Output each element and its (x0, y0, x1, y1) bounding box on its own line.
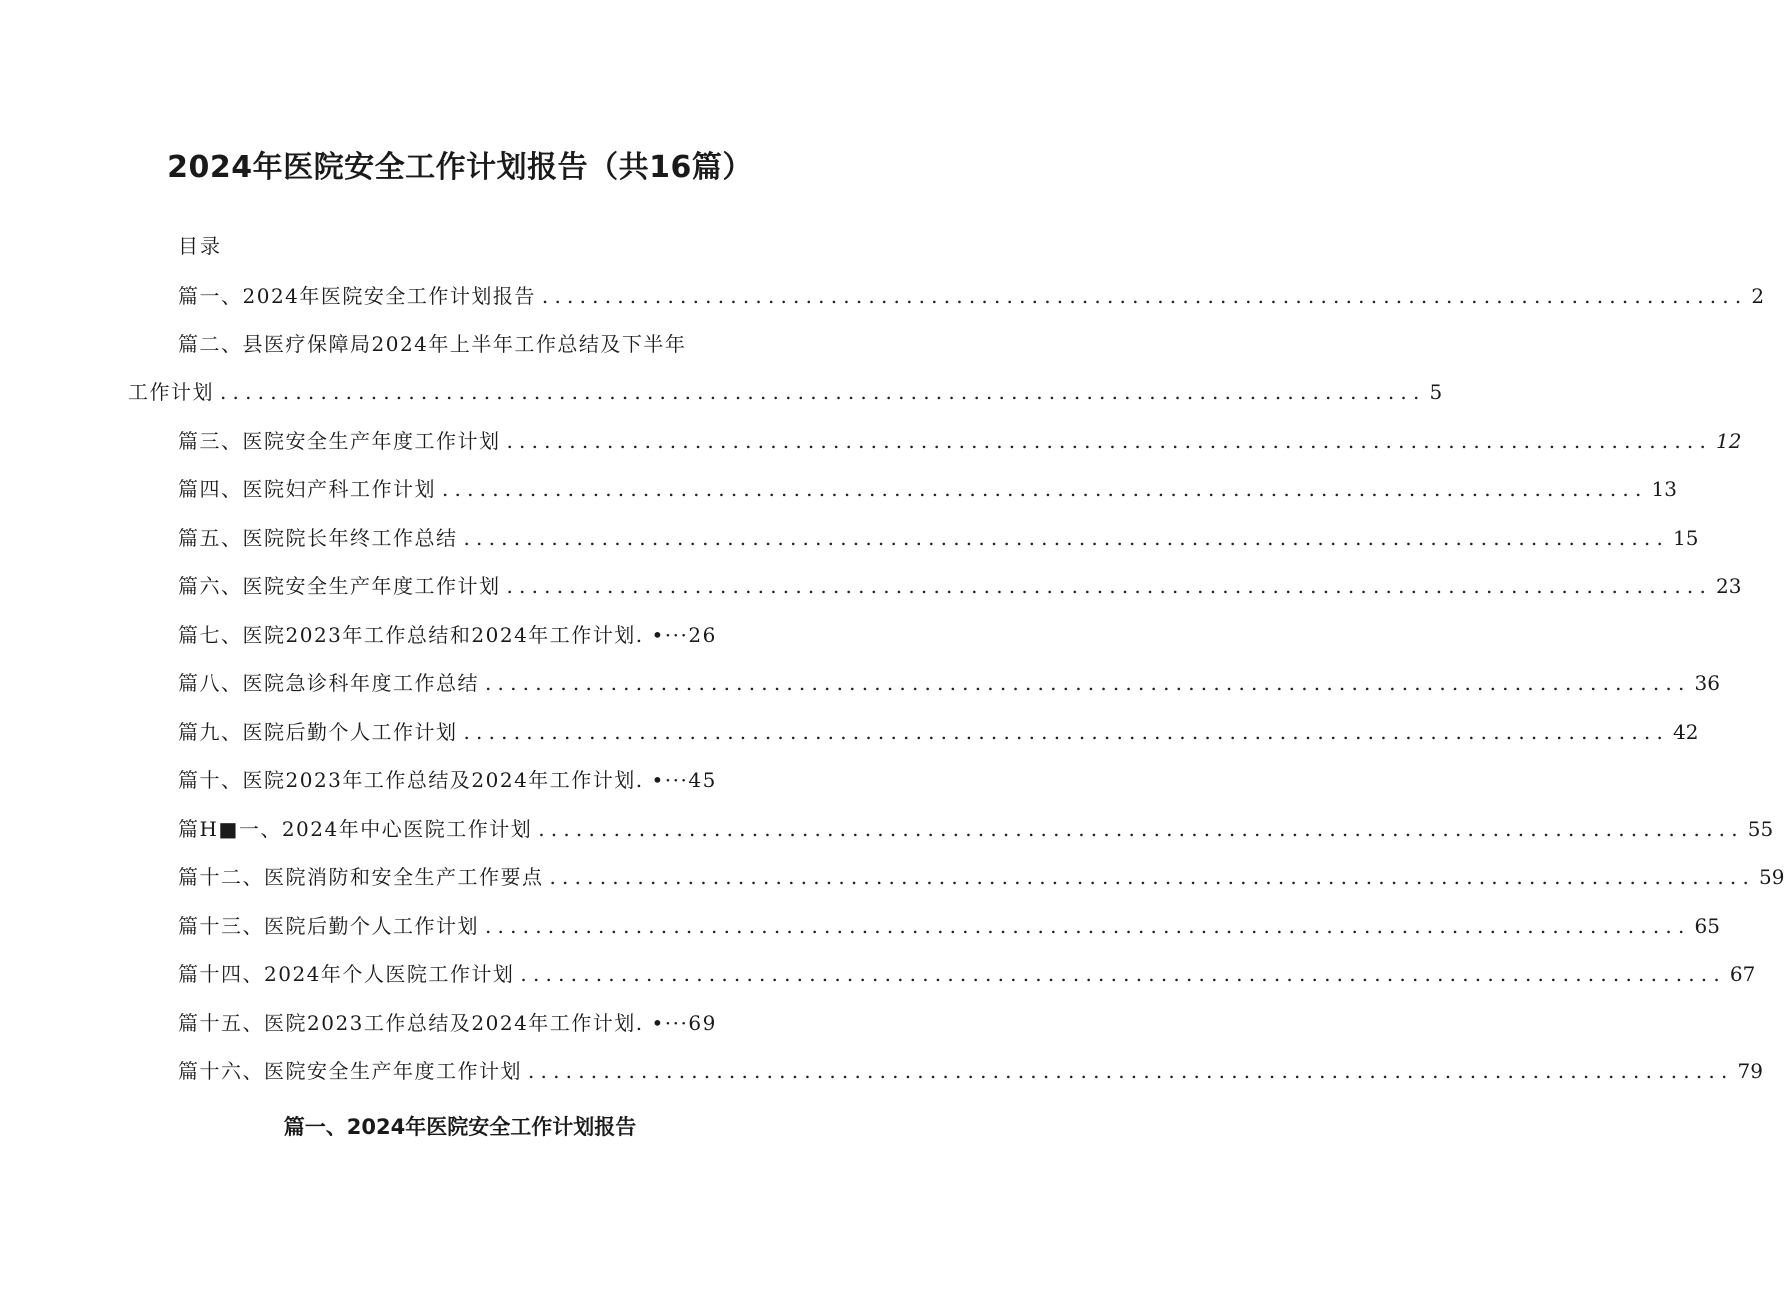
toc-entry-title: 篇四、医院妇产科工作计划 (178, 477, 436, 501)
toc-leader-dots: ................................................................................................ (463, 526, 1670, 550)
toc-entry-title: 篇十六、医院安全生产年度工作计划 (178, 1059, 522, 1083)
toc-page-number: 67 (1729, 962, 1756, 986)
toc-entry[interactable] (178, 669, 1720, 697)
toc-leader-dots: ................................................................................................ (506, 574, 1713, 598)
toc-entry[interactable] (178, 912, 1720, 940)
toc-entry-title-line2: 工作计划 (128, 380, 214, 404)
toc-heading: 目录 (178, 234, 222, 258)
toc-page-number: 2 (1751, 284, 1765, 308)
toc-entry[interactable] (178, 475, 1677, 503)
toc-leader-dots: ................................................................................................ (485, 914, 1691, 938)
toc-page-number: 42 (1673, 720, 1699, 744)
toc-entry[interactable] (178, 1009, 766, 1037)
toc-entry[interactable] (178, 960, 1756, 988)
toc-entry-title: 篇三、医院安全生产年度工作计划 (178, 429, 501, 453)
toc-leader-dots: ................................................................................................ (538, 817, 1744, 841)
toc-entry-title: 篇八、医院急诊科年度工作总结 (178, 671, 479, 695)
toc-leader-dots: ................................................................................................ (549, 865, 1756, 889)
toc-entry-title: 篇十、医院2023年工作总结及2024年工作计划. •···45 (178, 768, 717, 792)
toc-page-number: 79 (1737, 1059, 1763, 1083)
document-title: 2024年医院安全工作计划报告（共16篇） (167, 150, 753, 185)
toc-page-number: 12 (1716, 429, 1742, 453)
toc-page-number: 59 (1759, 865, 1784, 889)
toc-entry[interactable] (178, 621, 766, 649)
toc-entry-title: 篇H■一、2024年中心医院工作计划 (178, 817, 533, 841)
toc-entry-title: 篇七、医院2023年工作总结和2024年工作计划. •···26 (178, 623, 717, 647)
toc-entry-title: 篇一、2024年医院安全工作计划报告 (178, 284, 536, 308)
toc-page-number: 5 (1429, 380, 1443, 404)
toc-entry[interactable] (178, 863, 1784, 891)
toc-entry-title: 篇十二、医院消防和安全生产工作要点 (178, 865, 544, 889)
toc-entry-title: 篇六、医院安全生产年度工作计划 (178, 574, 501, 598)
toc-entry[interactable] (128, 378, 1443, 406)
toc-page-number: 15 (1673, 526, 1699, 550)
toc-page-number: 65 (1694, 914, 1720, 938)
toc-leader-dots: ................................................................................................ (485, 671, 1691, 695)
toc-entry-title: 篇九、医院后勤个人工作计划 (178, 720, 458, 744)
toc-page-number: 13 (1651, 477, 1677, 501)
toc-entry-title: 篇十四、2024年个人医院工作计划 (178, 962, 515, 986)
toc-entry[interactable] (178, 572, 1742, 600)
toc-page-number: 23 (1716, 574, 1742, 598)
toc-leader-dots: ................................................................................................ (541, 284, 1748, 308)
toc-leader-dots: ................................................................................................ (220, 380, 1426, 404)
toc-entry[interactable] (178, 1057, 1763, 1085)
toc-entry[interactable] (178, 766, 766, 794)
toc-leader-dots: ................................................................................................ (520, 962, 1726, 986)
toc-entry[interactable] (178, 282, 1765, 310)
toc-leader-dots: ................................................................................................ (442, 477, 1648, 501)
toc-entry-title: 篇十三、医院后勤个人工作计划 (178, 914, 479, 938)
toc-entry[interactable] (178, 427, 1742, 455)
toc-page-number: 55 (1747, 817, 1774, 841)
toc-entry-title: 篇十五、医院2023工作总结及2024年工作计划. •···69 (178, 1011, 717, 1035)
section-heading: 篇一、2024年医院安全工作计划报告 (283, 1115, 637, 1139)
toc-leader-dots: ................................................................................................ (506, 429, 1713, 453)
toc-leader-dots: ................................................................................................ (528, 1059, 1734, 1083)
toc-entry-title-line1[interactable]: 篇二、县医疗保障局2024年上半年工作总结及下半年 (178, 332, 687, 356)
toc-page-number: 36 (1694, 671, 1720, 695)
toc-entry-title: 篇五、医院院长年终工作总结 (178, 526, 458, 550)
toc-leader-dots: ................................................................................................ (463, 720, 1670, 744)
toc-entry[interactable] (178, 524, 1699, 552)
toc-entry[interactable] (178, 718, 1699, 746)
toc-entry[interactable] (178, 815, 1774, 843)
